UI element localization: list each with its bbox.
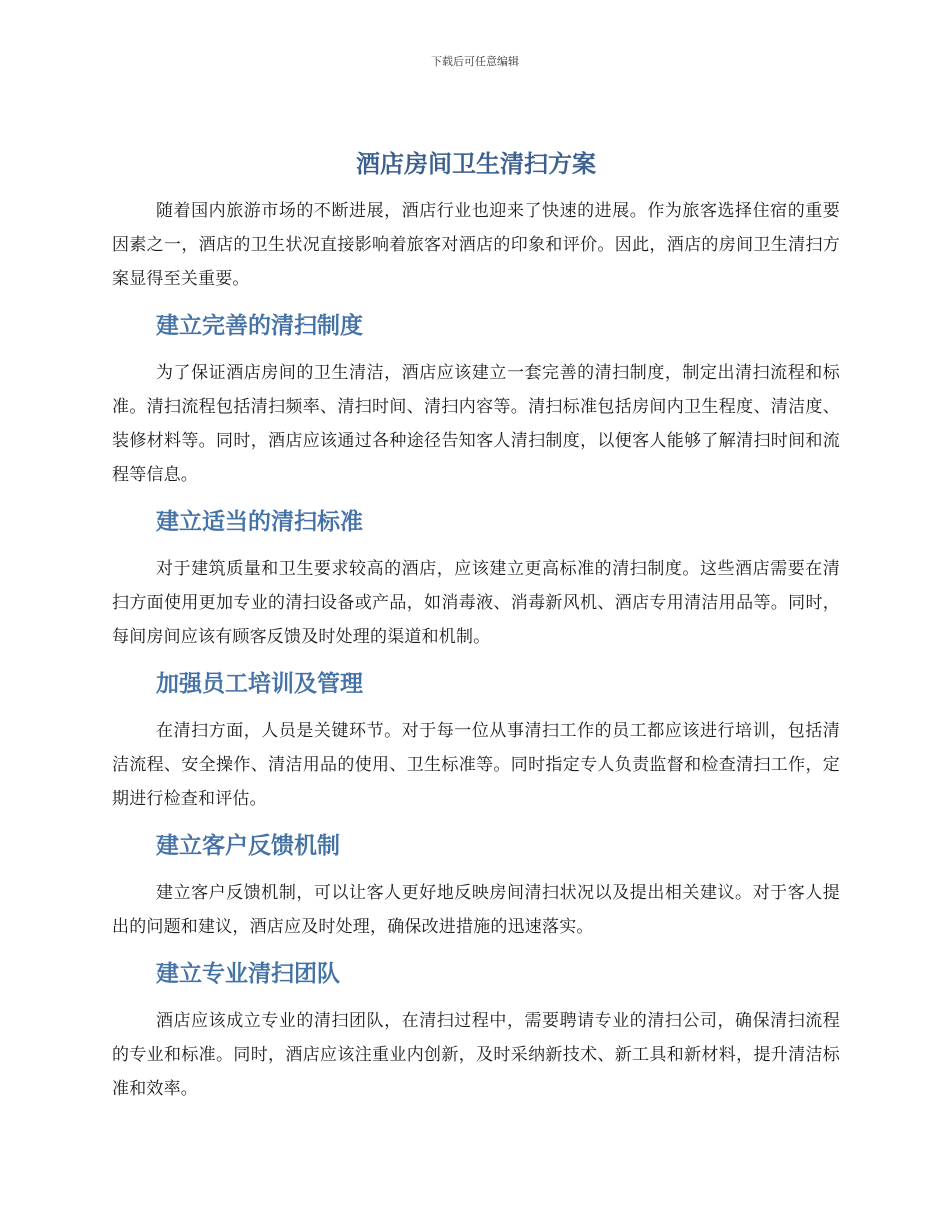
section-heading: 建立专业清扫团队 — [156, 961, 340, 987]
section-heading: 加强员工培训及管理 — [156, 671, 363, 697]
section-paragraph: 为了保证酒店房间的卫生清洁，酒店应该建立一套完善的清扫制度，制定出清扫流程和标准。清扫流程包括清扫频率、清扫时间、清扫内容等。清扫标准包括房间内卫生程度、清洁度、装修材料等。同时，酒店应该通过各种途径告知客人清扫制度，以便客人能够了解清扫时间和流程等信息。 — [112, 363, 840, 485]
section-heading: 建立客户反馈机制 — [156, 833, 340, 859]
section-paragraph: 建立客户反馈机制，可以让客人更好地反映房间清扫状况以及提出相关建议。对于客人提出的问题和建议，酒店应及时处理，确保改进措施的迅速落实。 — [112, 883, 840, 937]
section-paragraph: 在清扫方面，人员是关键环节。对于每一位从事清扫工作的员工都应该进行培训，包括清洁流程、安全操作、清洁用品的使用、卫生标准等。同时指定专人负责监督和检查清扫工作，定期进行检查和评估。 — [112, 721, 840, 809]
header-note: 下载后可任意编辑 — [431, 55, 519, 68]
section-paragraph: 酒店应该成立专业的清扫团队，在清扫过程中，需要聘请专业的清扫公司，确保清扫流程的专业和标准。同时，酒店应该注重业内创新，及时采纳新技术、新工具和新材料，提升清洁标准和效率。 — [112, 1011, 840, 1099]
intro-paragraph: 随着国内旅游市场的不断进展，酒店行业也迎来了快速的进展。作为旅客选择住宿的重要因素之一，酒店的卫生状况直接影响着旅客对酒店的印象和评价。因此，酒店的房间卫生清扫方案显得至关重要。 — [112, 201, 840, 289]
section-heading: 建立适当的清扫标准 — [156, 509, 363, 535]
document-body — [112, 146, 840, 1106]
section-heading: 建立完善的清扫制度 — [156, 313, 363, 339]
section-paragraph: 对于建筑质量和卫生要求较高的酒店，应该建立更高标准的清扫制度。这些酒店需要在清扫方面使用更加专业的清扫设备或产品，如消毒液、消毒新风机、酒店专用清洁用品等。同时，每间房间应该有顾客反馈及时处理的渠道和机制。 — [112, 559, 840, 647]
page-title: 酒店房间卫生清扫方案 — [356, 150, 596, 178]
